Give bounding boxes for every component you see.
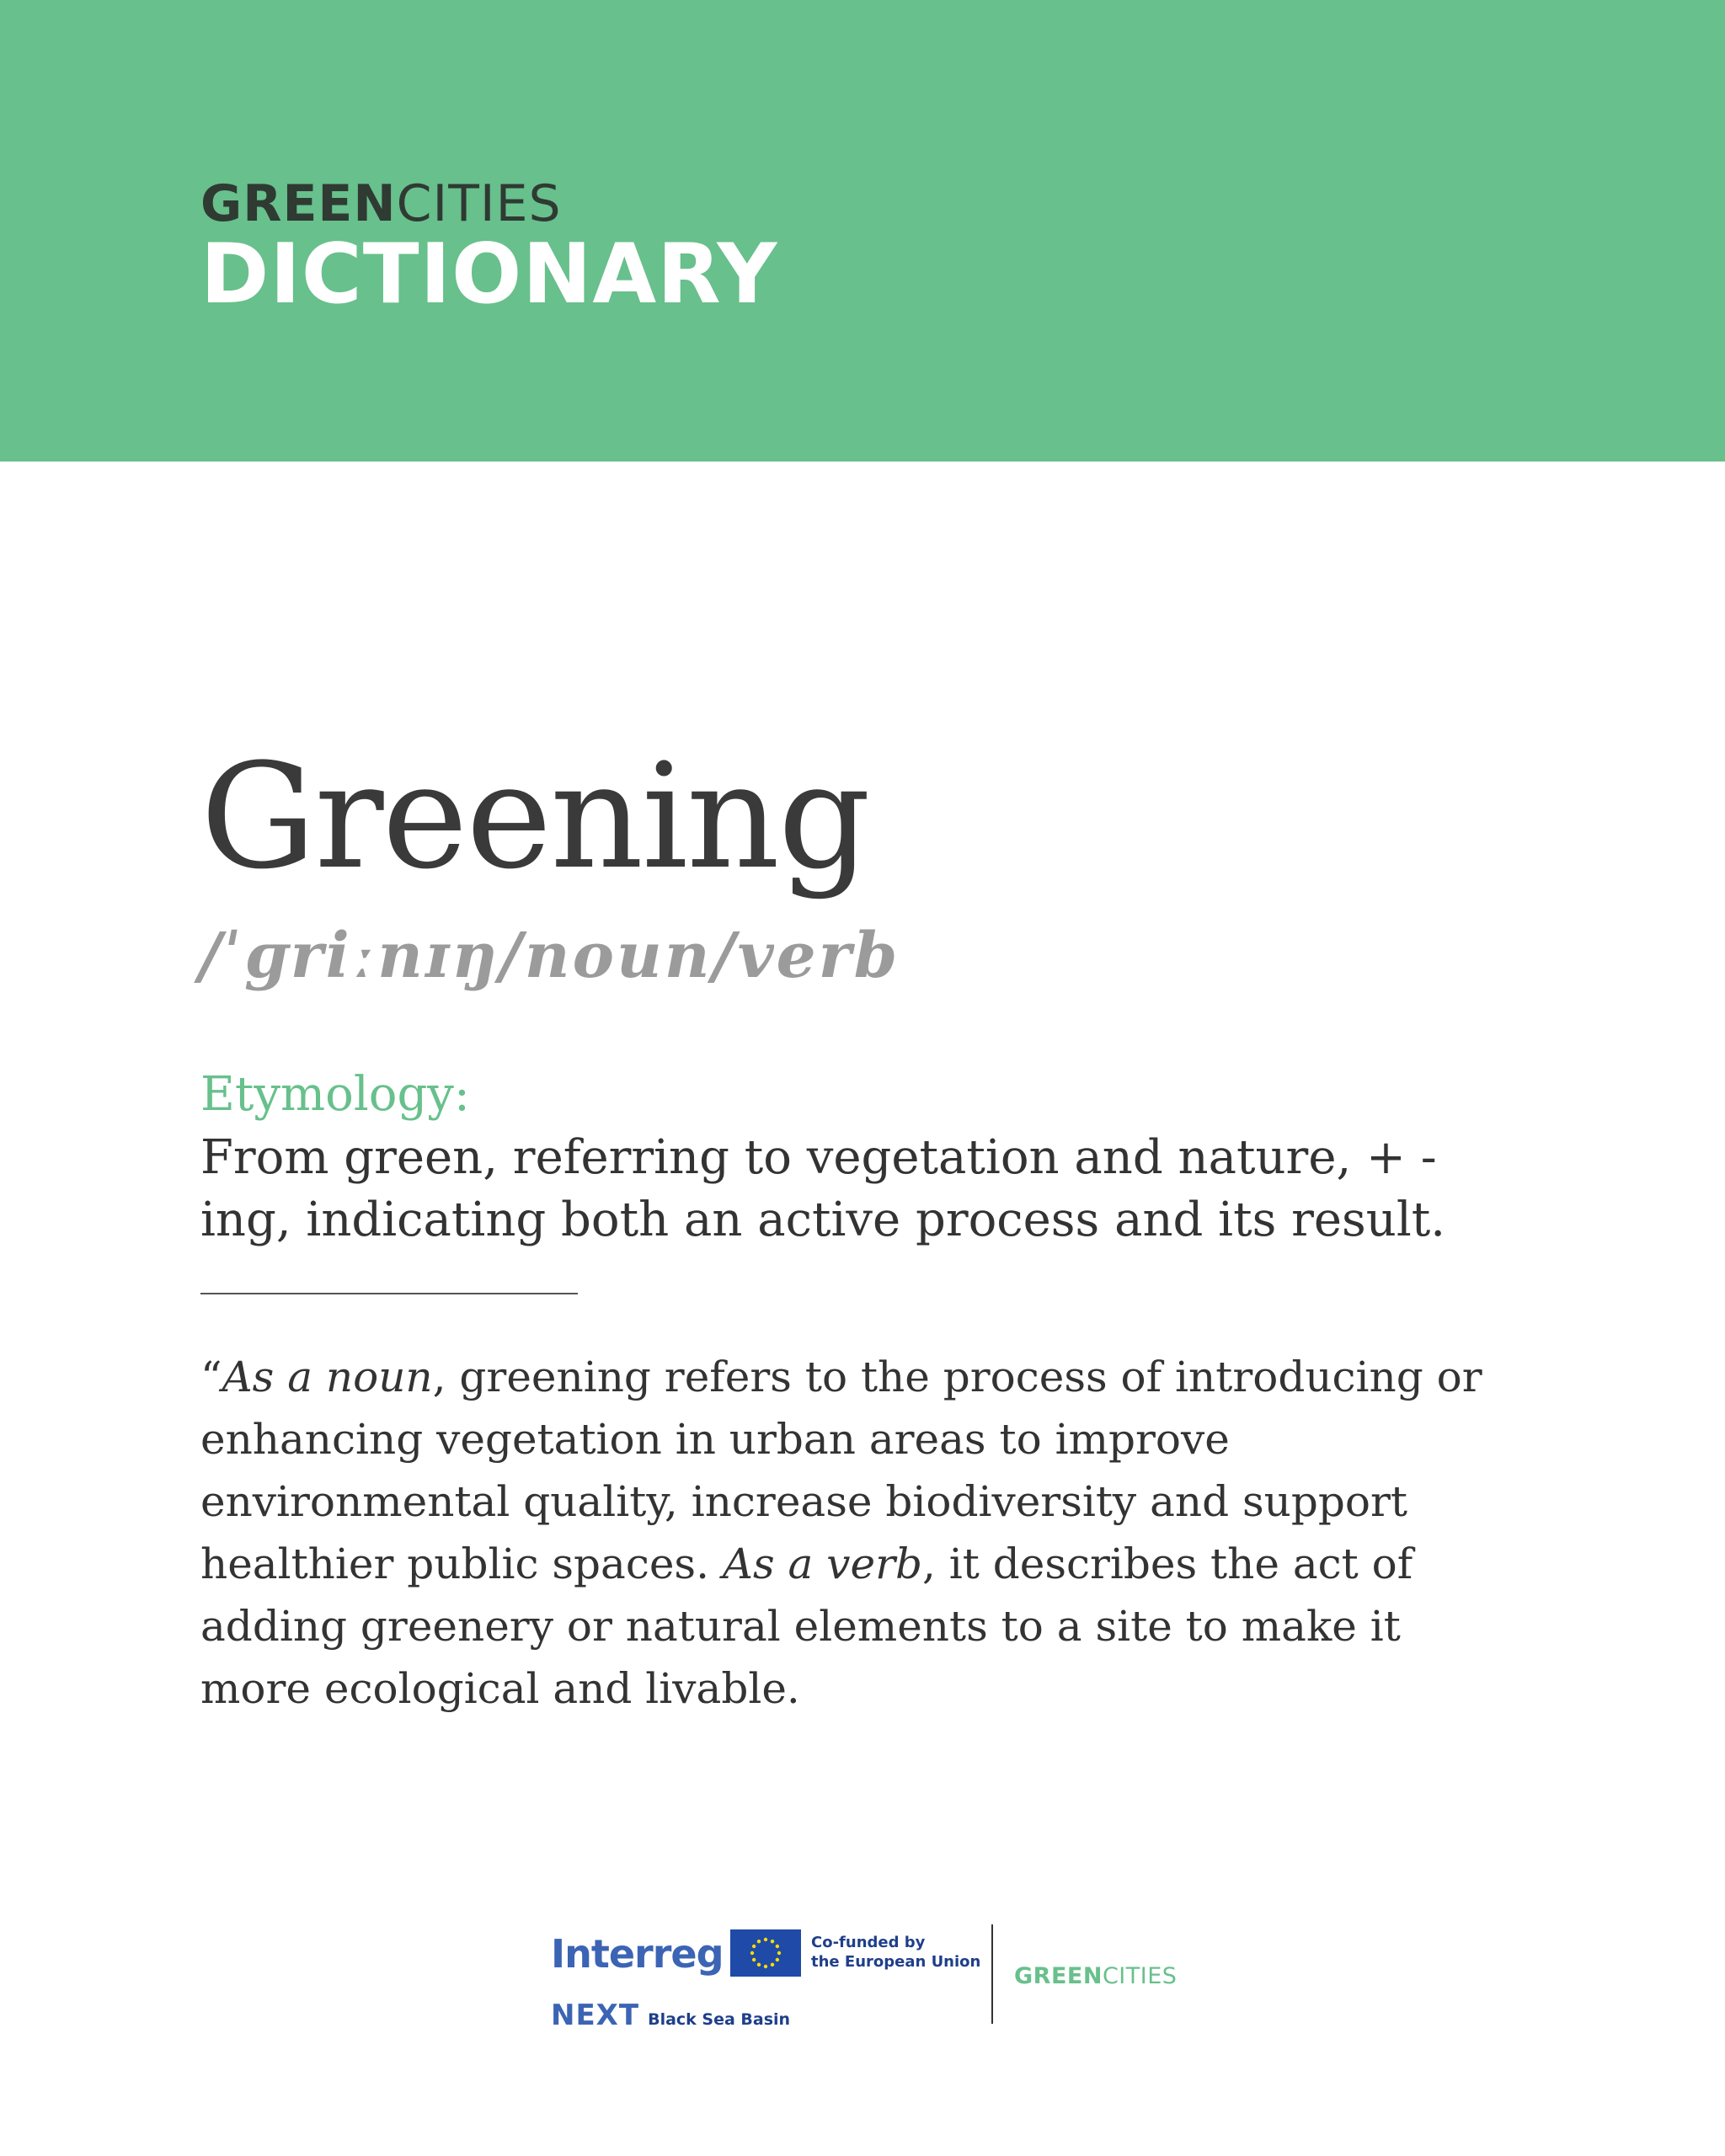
eu-flag-icon xyxy=(730,1929,801,1977)
cofunded-text xyxy=(811,1933,980,1972)
definition-part-1: , greening refers to the process of introducing or enhancing vegetation in urban areas to improve environmental quality, increase biodiversity and support healthier public spaces. xyxy=(200,1353,1482,1588)
brand-light: CITIES xyxy=(396,174,562,233)
next-black-sea-basin xyxy=(551,1999,790,2032)
eu-star xyxy=(757,1963,761,1967)
eu-star xyxy=(777,1951,781,1955)
eu-star xyxy=(764,1938,767,1941)
eu-star xyxy=(771,1963,774,1967)
gc-bold: GREEN xyxy=(1014,1963,1103,1989)
cofunded-line-2: the European Union xyxy=(811,1953,981,1971)
etymology-label: Etymology: xyxy=(200,1067,470,1122)
definition-part-2: , it describes the act of adding greenery or natural elements to a site to make it more ecological and livable. xyxy=(200,1540,1413,1713)
headword: Greening xyxy=(200,732,869,901)
eu-star xyxy=(750,1951,754,1955)
brand-bold: GREEN xyxy=(200,174,397,233)
cofunded-line-1: Co-funded by xyxy=(811,1934,926,1951)
header-band xyxy=(0,0,1725,462)
verb-phrase: As a verb xyxy=(722,1540,922,1588)
eu-star xyxy=(764,1965,767,1968)
open-quote: “ xyxy=(200,1353,222,1401)
pronunciation: /ˈɡriːnɪŋ/noun/verb xyxy=(199,920,900,992)
eu-star xyxy=(757,1940,761,1943)
next-label: NEXT xyxy=(551,1999,640,2032)
divider-rule xyxy=(200,1293,578,1294)
greencities-dictionary-logo xyxy=(200,174,778,323)
eu-star xyxy=(776,1945,779,1948)
eu-star xyxy=(752,1958,756,1961)
eu-star xyxy=(771,1940,774,1943)
eu-star xyxy=(776,1958,779,1961)
brand-name xyxy=(200,174,777,233)
noun-phrase: As a noun xyxy=(222,1353,433,1401)
etymology-text: From green, referring to vegetation and nature, + -ing, indicating both an active process and its result. xyxy=(200,1130,1446,1247)
gc-light: CITIES xyxy=(1102,1963,1178,1989)
dictionary-title: DICTIONARY xyxy=(200,227,778,323)
footer-logos xyxy=(547,1924,1188,2034)
definition-text xyxy=(200,1346,1514,1720)
interreg-logo: Interreg xyxy=(551,1931,724,1977)
black-sea-basin-label: Black Sea Basin xyxy=(648,2010,791,2029)
greencities-logo xyxy=(1014,1963,1177,1990)
eu-star xyxy=(752,1945,756,1948)
footer-divider xyxy=(991,1924,993,2024)
